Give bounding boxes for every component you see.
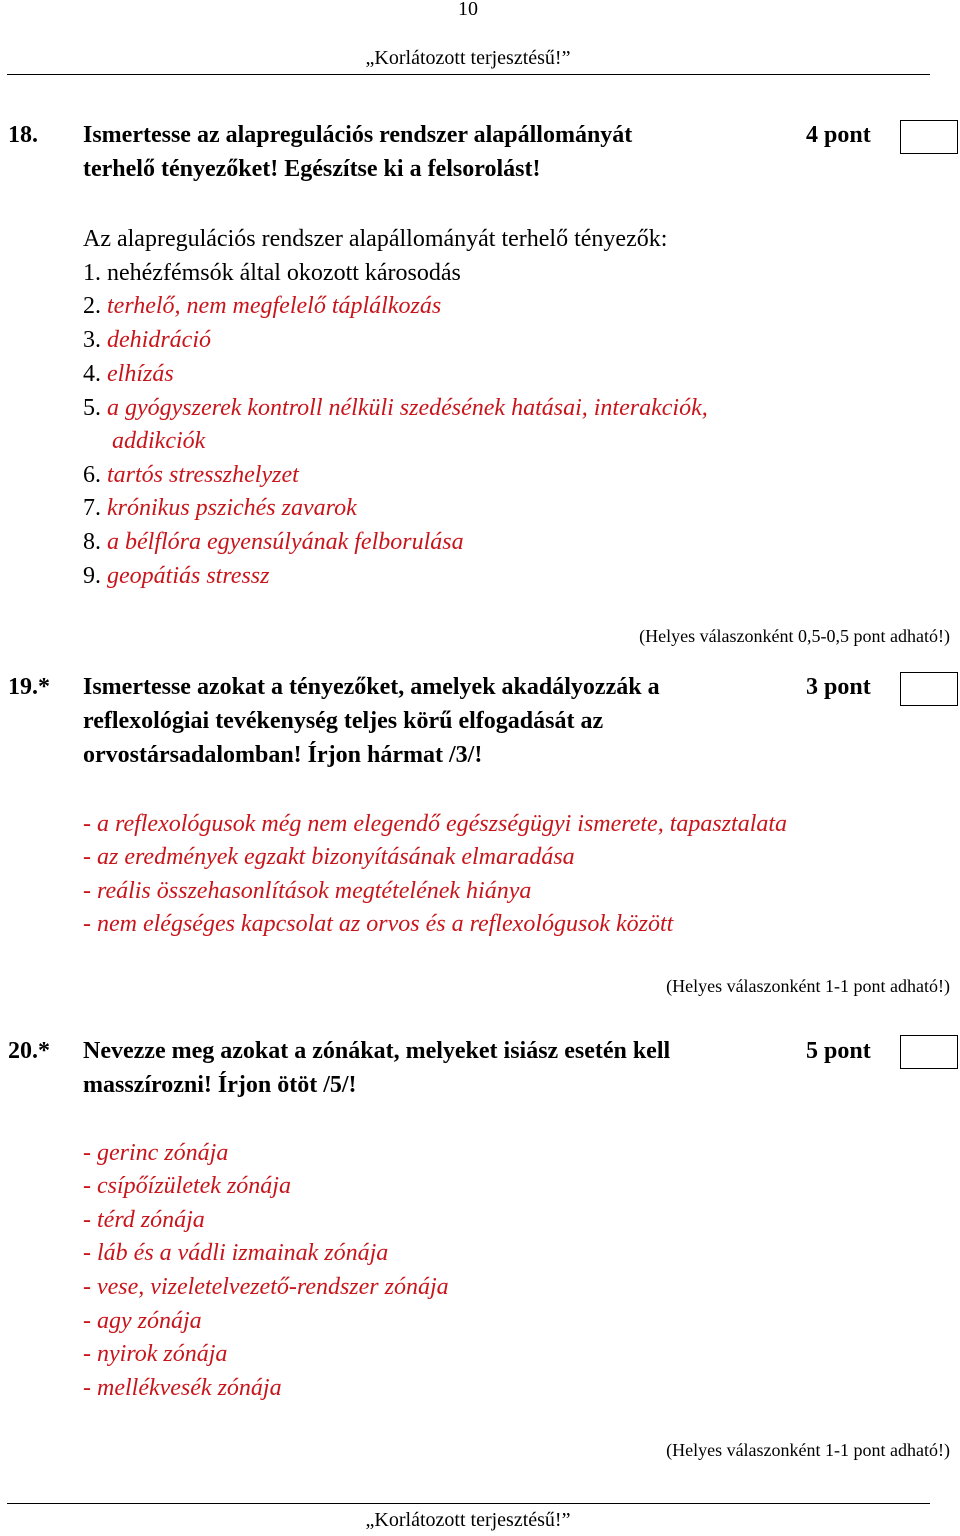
question-number: 19.* [8, 674, 50, 700]
page-number: 10 [458, 0, 478, 20]
answer-item: - láb és a vádli izmainak zónája [83, 1240, 389, 1266]
given-item [83, 260, 461, 287]
score-box[interactable] [900, 672, 958, 706]
answer-item: - az eredmények egzakt bizonyításának elmaradása [83, 844, 575, 870]
answer-item: - a reflexológusok még nem elegendő egészségügyi ismerete, tapasztalata [83, 811, 788, 837]
question-text-line: Ismertesse azokat a tényezőket, amelyek akadályozzák a [83, 674, 660, 700]
answer-text: geopátiás stressz [107, 563, 270, 589]
answer-item [83, 395, 708, 422]
answer-item [83, 293, 441, 320]
scoring-note: (Helyes válaszonként 0,5-0,5 pont adható!) [639, 626, 950, 646]
answer-item: - agy zónája [83, 1308, 202, 1334]
question-text-line: terhelő tényezőket! Egészítse ki a felsorolást! [83, 156, 541, 182]
question-text-line: Ismertesse az alapregulációs rendszer alapállományát [83, 122, 633, 148]
answer-item [83, 327, 211, 354]
answer-item: - nem elégséges kapcsolat az orvos és a reflexológusok között [83, 911, 674, 937]
question-text-line: orvostársadalomban! Írjon hármat /3/! [83, 742, 483, 768]
score-box[interactable] [900, 1035, 958, 1069]
answer-text: a gyógyszerek kontroll nélküli szedésének hatásai, interakciók, [107, 395, 708, 421]
answer-text: a bélflóra egyensúlyának felborulása [107, 529, 464, 555]
footer-rule [7, 1503, 930, 1504]
question-text-line: reflexológiai tevékenység teljes körű elfogadását az [83, 708, 604, 734]
answer-text: elhízás [107, 361, 174, 387]
answer-item: - mellékvesék zónája [83, 1375, 282, 1401]
question-points: 3 pont [806, 674, 871, 700]
item-number: 5. [83, 395, 101, 421]
question-points: 4 pont [806, 122, 871, 148]
answer-text: terhelő, nem megfelelő táplálkozás [107, 293, 442, 319]
answer-item [83, 361, 174, 388]
item-number: 3. [83, 327, 101, 353]
answer-text: tartós stresszhelyzet [107, 462, 299, 488]
answer-item: - nyirok zónája [83, 1341, 228, 1367]
answer-item: - gerinc zónája [83, 1140, 229, 1166]
question-number: 20.* [8, 1038, 50, 1064]
header-rule [7, 74, 930, 75]
item-number: 7. [83, 495, 101, 521]
question-number: 18. [8, 122, 38, 148]
question-text-line: masszírozni! Írjon ötöt /5/! [83, 1072, 357, 1098]
answer-text: dehidráció [107, 327, 211, 353]
item-number: 4. [83, 361, 101, 387]
item-text: nehézfémsók által okozott károsodás [107, 260, 461, 286]
answer-continuation: addikciók [112, 428, 206, 454]
answer-item: - csípőízületek zónája [83, 1173, 291, 1199]
answer-item [83, 462, 299, 489]
question-points: 5 pont [806, 1038, 871, 1064]
answer-item [83, 495, 357, 522]
answer-text: krónikus pszichés zavarok [107, 495, 357, 521]
item-number: 6. [83, 462, 101, 488]
page-header: „Korlátozott terjesztésű!” [365, 47, 571, 69]
scoring-note: (Helyes válaszonként 1-1 pont adható!) [666, 1440, 950, 1460]
item-number: 9. [83, 563, 101, 589]
answer-item [83, 563, 269, 590]
item-number: 1. [83, 260, 101, 286]
item-number: 2. [83, 293, 101, 319]
page-footer: „Korlátozott terjesztésű!” [365, 1509, 571, 1531]
scoring-note: (Helyes válaszonként 1-1 pont adható!) [666, 976, 950, 996]
score-box[interactable] [900, 120, 958, 154]
item-number: 8. [83, 529, 101, 555]
answer-item [83, 529, 464, 556]
answer-item: - térd zónája [83, 1207, 205, 1233]
answer-intro: Az alapregulációs rendszer alapállományát terhelő tényezők: [83, 226, 668, 252]
answer-item: - vese, vizeletelvezető-rendszer zónája [83, 1274, 449, 1300]
answer-item: - reális összehasonlítások megtételének hiánya [83, 878, 532, 904]
question-text-line: Nevezze meg azokat a zónákat, melyeket isiász esetén kell [83, 1038, 671, 1064]
